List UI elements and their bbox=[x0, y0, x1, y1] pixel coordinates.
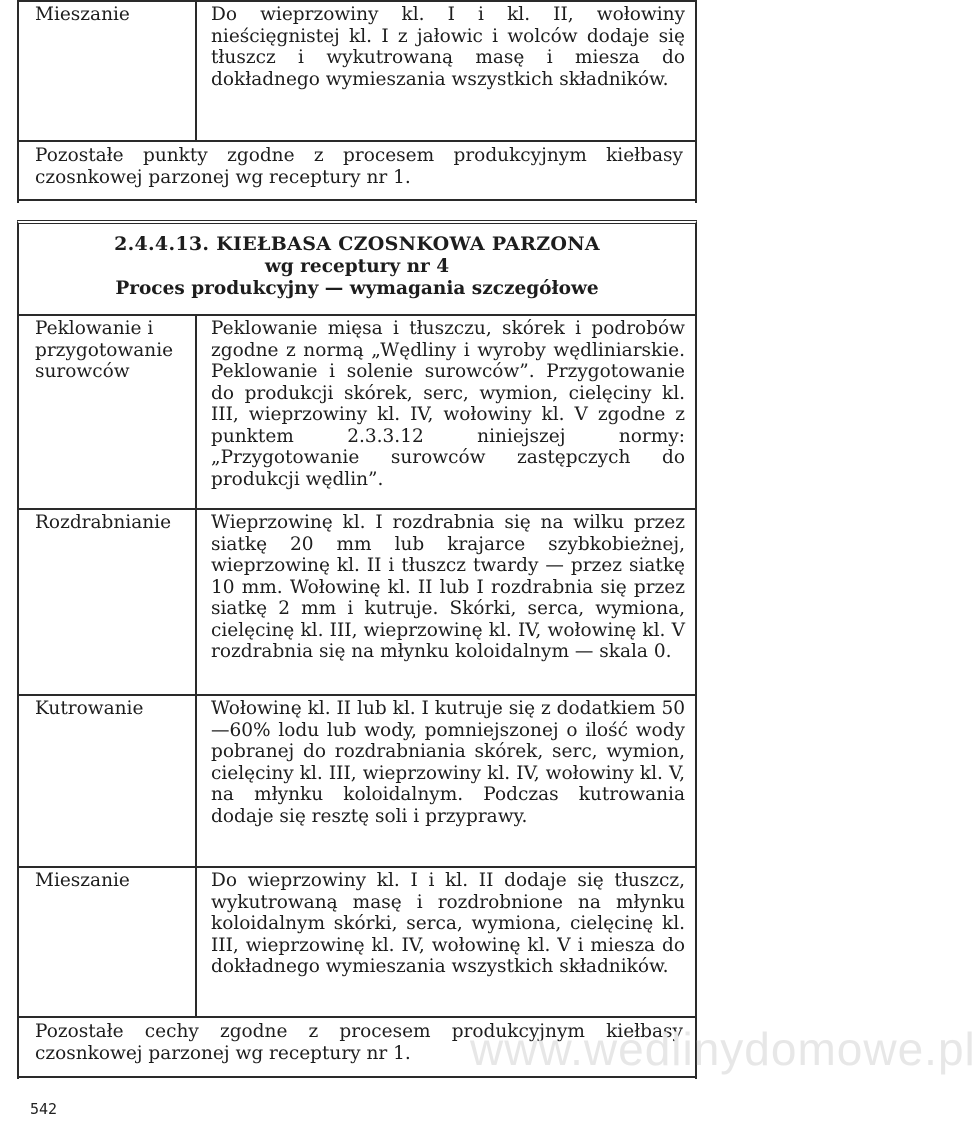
footer-note: Pozostałe cechy zgodne z procesem produkcyjnym kiełbasy czosnkowej parzonej wg receptury nr 1. bbox=[35, 1021, 683, 1064]
table-row bbox=[19, 2, 695, 142]
table-row bbox=[19, 316, 695, 510]
recipe-header bbox=[19, 224, 695, 316]
step-label: Rozdrabnianie bbox=[19, 510, 197, 694]
table-footer-row bbox=[19, 1018, 695, 1078]
watermark: www.wedlinydomowe.pl bbox=[470, 1023, 976, 1075]
previous-recipe-table bbox=[17, 0, 697, 203]
step-label: Peklowanie i przygotowanie surowców bbox=[19, 316, 197, 508]
page-number: 542 bbox=[30, 1100, 58, 1118]
recipe-table bbox=[17, 220, 697, 1079]
step-label: Kutrowanie bbox=[19, 696, 197, 866]
footer-note: Pozostałe punkty zgodne z procesem produkcyjnym kiełbasy czosnkowej parzonej wg receptury nr 1. bbox=[35, 145, 683, 188]
table-footer-row bbox=[19, 142, 695, 201]
step-description: Wieprzowinę kl. I rozdrabnia się na wilku przez siatkę 20 mm lub krajarce szybkobieżnej, wieprzowinę kl. II i tłuszcz twardy — przez siatkę 10 mm. Wołowinę kl. II lub I rozdrabnia się przez siatkę 2 mm i kutruje. Skórki, serca, wymiona, cielęcinę kl. III, wieprzowinę kl. IV, wołowinę kl. V rozdrabnia się na młynku koloidalnym — skala 0. bbox=[211, 512, 685, 662]
recipe-title: 2.4.4.13. KIEŁBASA CZOSNKOWA PARZONA bbox=[114, 233, 600, 255]
step-description: Do wieprzowiny kl. I i kl. II, wołowiny nieścięgnistej kl. I z jałowic i wolców dodaje się tłuszcz i wykutrowaną masę i miesza do dokładnego wymieszania wszystkich składników. bbox=[211, 4, 685, 90]
step-label: Mieszanie bbox=[19, 2, 197, 140]
table-row bbox=[19, 510, 695, 696]
table-row bbox=[19, 868, 695, 1018]
step-description: Peklowanie mięsa i tłuszczu, skórek i podrobów zgodne z normą „Wędliny i wyroby wędliniarskie. Peklowanie i solenie surowców”. Przygotowanie do produkcji skórek, serc, wymion, cielęciny kl. III, wieprzowiny kl. IV, wołowiny kl. V zgodne z punktem 2.3.3.12 niniejszej normy: „Przygotowanie surowców zastępczych do produkcji wędlin”. bbox=[211, 318, 685, 490]
recipe-subtitle: wg receptury nr 4 bbox=[264, 256, 450, 277]
step-label: Mieszanie bbox=[19, 868, 197, 1016]
table-row bbox=[19, 696, 695, 868]
step-description: Do wieprzowiny kl. I i kl. II dodaje się tłuszcz, wykutrowaną masę i rozdrobnione na młynku koloidalnym skórki, serca, wymiona, cielęcinę kl. III, wieprzowinę kl. IV, wołowinę kl. V i miesza do dokładnego wymieszania wszystkich składników. bbox=[211, 870, 685, 977]
section-heading: Proces produkcyjny — wymagania szczegółowe bbox=[115, 278, 599, 299]
step-description: Wołowinę kl. II lub kl. I kutruje się z dodatkiem 50—60% lodu lub wody, pomniejszonej o ilość wody pobranej do rozdrabniania skórek, serc, wymion, cielęciny kl. III, wieprzowiny kl. IV, wołowiny kl. V, na młynku koloidalnym. Podczas kutrowania dodaje się resztę soli i przyprawy. bbox=[211, 698, 685, 827]
